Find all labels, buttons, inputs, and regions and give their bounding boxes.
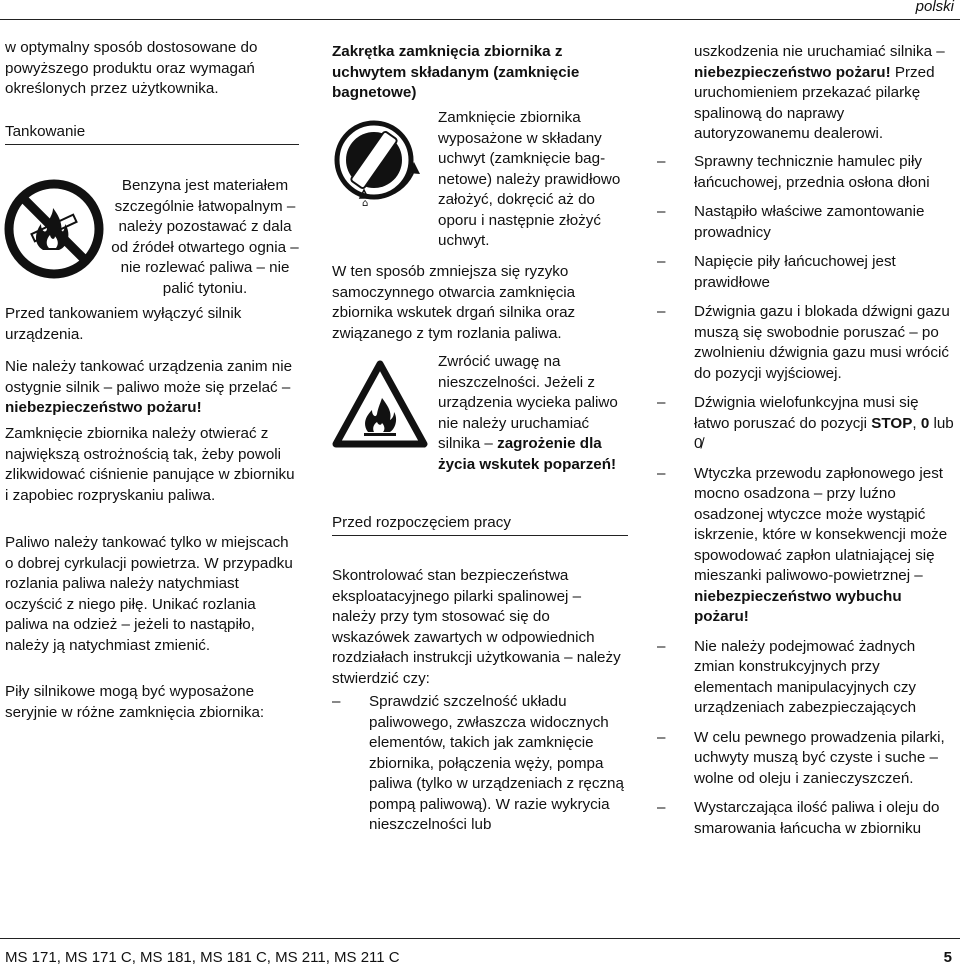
heading-bayonet-cap: Zakrętka zamknięcia zbiornika z uchwytem składanym (zamknięcie bagnetowe) xyxy=(332,43,580,101)
dash-marker: – xyxy=(657,464,666,482)
separator: , xyxy=(912,414,921,432)
col2-paragraph-2: Skontrolować stan bezpieczeństwa eksploatacyjnego pilarki spalinowej – należy przy tym stosować się do wskazówek zawartych w odpowiednich rozdziałach instrukcji użytkowania – należy stwierdzić czy: xyxy=(332,567,621,687)
col1-paragraph-1: Przed tankowaniem wyłączyć silnik urządzenia. xyxy=(5,305,242,343)
svg-text:⌂: ⌂ xyxy=(362,198,369,209)
checklist-item xyxy=(657,728,957,790)
checklist-item-text: Dźwignia gazu i blokada dźwigni gazu muszą się swobodnie poruszać – po zwolnieniu dźwignia gazu musi wrócić do pozycji wyjściowej. xyxy=(694,303,950,382)
section-heading-before-work-text: Przed rozpoczęciem pracy xyxy=(332,514,511,531)
tank-cap-icon xyxy=(330,118,430,210)
explosion-hazard-warning: niebezpieczeństwo wybuchu pożaru! xyxy=(694,587,902,625)
no-open-flame-icon xyxy=(3,178,105,280)
section-heading-before-work xyxy=(332,513,628,536)
dash-marker: – xyxy=(657,799,666,816)
checklist-item-text: Dźwignia wielofunkcyjna musi się łatwo poruszać do pozycji xyxy=(694,394,919,432)
col1-paragraph-4: Paliwo należy tankować tylko w miejscach o dobrej cyrkulacji powietrza. W przypadku rozlania paliwa należy natychmiast oczyścić z niego piłę. Unikać rozlania paliwa na odzież – jeżeli to nastąpiło, należy ją natychmiast zmienić. xyxy=(5,534,293,654)
checklist-item-text: Wystarczająca ilość paliwa i oleju do smarowania łańcucha w zbiorniku xyxy=(694,799,940,837)
leak-warning-text: Zwrócić uwagę na nieszczelności. Jeżeli z urządzenia wycieka paliwo nie należy uruchamiać silnika – xyxy=(438,353,618,452)
checklist-item xyxy=(657,637,957,719)
checklist-item-text: W celu pewnego prowadzenia pilarki, uchwyty muszą być czyste i suche – wolne od oleju i zanieczyszczeń. xyxy=(694,728,945,787)
checklist-item-1 xyxy=(332,692,626,836)
dash-marker: – xyxy=(657,153,666,170)
col1-paragraph-3: Zamknięcie zbiornika należy otwierać z największą ostrożnością tak, żeby powoli zlikwidować ciśnienie panujące w zbiorniku i zapobiec rozpryskaniu paliwa. xyxy=(5,425,295,504)
dash-marker: – xyxy=(332,693,341,710)
checklist-item-1-text: Sprawdzić szczelność układu paliwowego, zwłaszcza widocznych elementów, takich jak zamknięcie zbiornika, połączenia węży, pompa paliwa (tylko w urządzeniach z ręczną pompą paliwową). W razie wykrycia nieszczelności lub xyxy=(369,693,624,833)
col3-continuation-text: uszkodzenia nie uruchamiać silnika – xyxy=(694,43,945,60)
stop-position-label: STOP xyxy=(871,414,913,432)
checklist xyxy=(657,152,957,839)
dash-marker: – xyxy=(657,303,666,320)
col1-intro: w optymalny sposób dostosowane do powyższego produktu oraz wymagań określonych przez użytkownika. xyxy=(5,39,258,97)
col1-paragraph-2 xyxy=(5,357,297,419)
col1-paragraph-2-text: Nie należy tankować urządzenia zanim nie ostygnie silnik – paliwo może się przelać – xyxy=(5,358,293,396)
checklist-item-text: Nastąpiło właściwe zamontowanie prowadnicy xyxy=(694,203,925,241)
fire-hazard-warning: niebezpieczeństwo pożaru! xyxy=(5,399,202,416)
checklist-item-text: Napięcie piły łańcuchowej jest prawidłowe xyxy=(694,253,896,291)
footer-rule xyxy=(0,938,960,939)
leak-warning xyxy=(438,352,628,475)
checklist-item xyxy=(657,252,957,293)
checklist-item xyxy=(657,798,957,839)
col3-fire-hazard-warning: niebezpieczeństwo pożaru! xyxy=(694,63,891,81)
col3-continuation xyxy=(694,42,956,145)
flammable-warning-icon xyxy=(332,358,428,450)
stop-symbol-icon: 0̸ xyxy=(694,435,703,452)
col3-continuation-text-2: Przed uruchomieniem przekazać pilarkę spalinową do naprawy autoryzowanemu dealerowi. xyxy=(694,63,935,142)
fuel-warning-text: Benzyna jest materiałem szczególnie łatwopalnym – należy pozostawać z dala od źródeł otwartego ognia – nie rozlewać paliwa – nie palić tytoniu. xyxy=(111,177,299,297)
dash-marker: – xyxy=(657,394,666,411)
dash-marker: – xyxy=(657,728,666,746)
page-number: 5 xyxy=(943,949,952,966)
section-heading-text: Tankowanie xyxy=(5,123,86,140)
or-text: lub xyxy=(929,414,954,432)
section-heading-refuelling xyxy=(5,122,299,145)
checklist-item xyxy=(657,202,957,243)
checklist-item-text: Wtyczka przewodu zapłonowego jest mocno osadzona – przy luźno osadzonej wtyczce może wystąpić iskrzenie, które w konsekwencji może spowodować zapłon ulatniającej się mieszanki paliwowo-powietrznej – xyxy=(694,464,948,584)
checklist-item-spark-plug xyxy=(657,464,957,628)
burn-hazard-warning: zagrożenie dla życia wskutek poparzeń! xyxy=(438,435,617,473)
bayonet-cap-instruction: Zamknięcie zbiornika wyposażone w składany uchwyt (zamknięcie bag-netowe) należy prawidłowo założyć, dokręcić aż do oporu i następnie złożyć uchwyt. xyxy=(438,109,621,249)
col2-paragraph-1: W ten sposób zmniejsza się ryzyko samoczynnego otwarcia zamknięcia zbiornika wskutek drgań silnika oraz związanego z tym rozlania paliwa. xyxy=(332,263,576,342)
checklist-item-text: Nie należy podejmować żadnych zmian konstrukcyjnych przy elementach manipulacyjnych czy urządzeniach zabezpieczających xyxy=(694,637,917,716)
dash-marker: – xyxy=(657,203,666,220)
checklist-item xyxy=(657,152,957,193)
language-label: polski xyxy=(915,0,954,15)
dash-marker: – xyxy=(657,253,666,270)
header-rule xyxy=(0,19,960,20)
footer-models: MS 171, MS 171 C, MS 181, MS 181 C, MS 211, MS 211 C xyxy=(5,949,400,966)
checklist-item-multifunction-lever xyxy=(657,393,957,455)
checklist-item xyxy=(657,302,957,384)
dash-marker: – xyxy=(657,637,666,655)
zero-position-label: 0 xyxy=(920,414,930,432)
col1-paragraph-5: Piły silnikowe mogą być wyposażone seryjnie w różne zamknięcia zbiornika: xyxy=(5,683,265,721)
checklist-item-text: Sprawny technicznie hamulec piły łańcuchowej, przednia osłona dłoni xyxy=(694,153,930,191)
